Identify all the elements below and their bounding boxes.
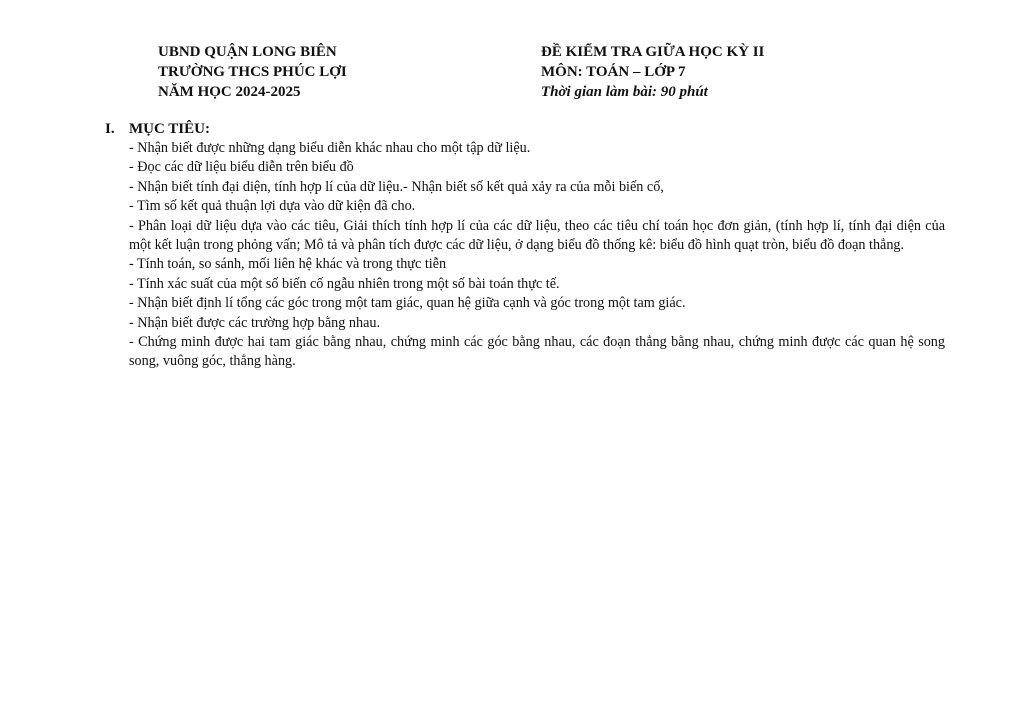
- school-name: TRƯỜNG THCS PHÚC LỢI: [158, 64, 347, 80]
- school-year: NĂM HỌC 2024-2025: [158, 84, 301, 100]
- exam-subject: MÔN: TOÁN – LỚP 7: [541, 64, 686, 80]
- section-heading: [105, 119, 945, 139]
- objectives-section: [105, 119, 945, 372]
- list-item: - Tính toán, so sánh, mối liên hệ khác và trong thực tiễn: [129, 256, 447, 273]
- list-item: - Nhận biết định lí tổng các góc trong một tam giác, quan hệ giữa cạnh và góc trong một tam giác.: [129, 295, 686, 312]
- school-info: [158, 42, 347, 102]
- exam-info: [541, 42, 764, 102]
- exam-duration: Thời gian làm bài: 90 phút: [541, 84, 708, 100]
- section-number: I.: [105, 121, 115, 137]
- district-name: UBND QUẬN LONG BIÊN: [158, 44, 337, 60]
- section-title: MỤC TIÊU:: [129, 121, 210, 137]
- list-item: - Đọc các dữ liệu biểu diễn trên biểu đồ: [129, 159, 354, 176]
- list-item: - Tính xác suất của một số biến cố ngẫu nhiên trong một số bài toán thực tế.: [129, 275, 560, 292]
- list-item: - Chứng minh được hai tam giác bằng nhau, chứng minh các góc bằng nhau, các đoạn thẳng bằng nhau, chứng minh được các quan hệ song song, vuông góc, thẳng hàng.: [129, 334, 945, 370]
- list-item: - Tìm số kết quả thuận lợi dựa vào dữ kiện đã cho.: [129, 198, 416, 215]
- list-item: - Phân loại dữ liệu dựa vào các tiêu, Giải thích tính hợp lí của các dữ liệu, theo các tiêu chí toán học đơn giản, (tính hợp lí, tính đại diện của một kết luận trong phỏng vấn; Mô tả và phân tích được các dữ liệu, ở dạng biểu đồ thống kê: biểu đồ hình quạt tròn, biểu đồ đoạn thẳng.: [129, 217, 945, 254]
- list-item: - Nhận biết được những dạng biểu diễn khác nhau cho một tập dữ liệu.: [129, 140, 531, 156]
- exam-title: ĐỀ KIỂM TRA GIỮA HỌC KỲ II: [541, 44, 765, 60]
- list-item: - Nhận biết tính đại diện, tính hợp lí của dữ liệu.- Nhận biết số kết quả xảy ra của mỗi biến cố,: [129, 178, 664, 195]
- list-item: - Nhận biết được các trường hợp bằng nhau.: [129, 314, 381, 331]
- objectives-list: [129, 139, 945, 372]
